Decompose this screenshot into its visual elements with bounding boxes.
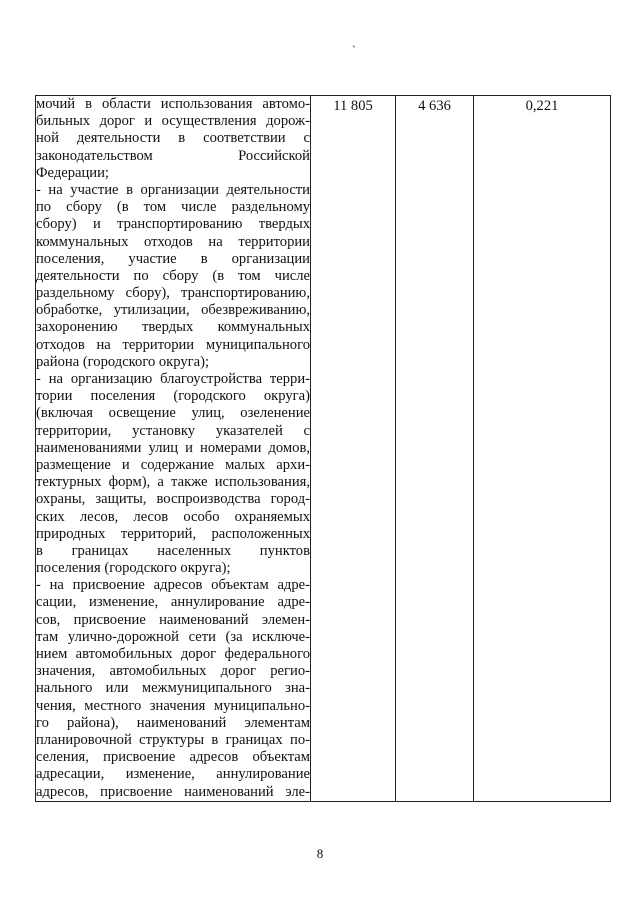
text-line: размещение и содержание малых архи- — [36, 456, 310, 473]
page-number: 8 — [316, 846, 324, 861]
text-line: по сбору (в том числе раздельному — [36, 199, 310, 216]
text-line: наименованиями улиц и номерами домов, — [36, 439, 310, 456]
text-line: сации, изменение, аннулирование адре- — [36, 594, 310, 611]
text-line: мочий в области использования автомо- — [36, 96, 310, 112]
text-line: - на присвоение адресов объектам адре- — [36, 577, 310, 594]
text-line: коммунальных отходов на территории — [36, 233, 310, 250]
text-line: - на организацию благоустройства терри- — [36, 371, 310, 387]
text-line: раздельному сбору), транспортированию, — [36, 285, 310, 302]
text-line: в границах населенных пунктов — [36, 542, 310, 559]
text-line: бильных дорог и осуществления дорож- — [36, 113, 310, 130]
text-line: нием автомобильных дорог федерального — [36, 646, 310, 662]
text-line: го района), наименований элементам — [36, 714, 310, 731]
text-line: района (городского округа); — [36, 353, 210, 370]
table-row — [36, 96, 611, 802]
text-line: Федерации; — [36, 164, 109, 181]
text-line: там улично-дорожной сети (за исключе- — [36, 628, 310, 645]
text-line: значения, автомобильных дорог регио- — [36, 663, 310, 680]
text-line: поселения (городского округа); — [36, 560, 231, 577]
value-3: 0,221 — [525, 98, 559, 114]
description-text — [36, 96, 310, 801]
text-line: деятельности по сбору (в том числе — [36, 267, 310, 284]
text-line: природных территорий, расположенных — [36, 525, 310, 542]
text-line: (включая освещение улиц, озеленение — [36, 405, 310, 422]
text-line: тектурных форм), а также использования, — [36, 474, 310, 491]
value-cell-3 — [474, 96, 611, 802]
value-cell-2 — [396, 96, 474, 802]
text-line: сбору) и транспортированию твердых — [36, 216, 310, 233]
data-table — [35, 95, 611, 802]
text-line: сов, присвоение наименований элемен- — [36, 611, 310, 628]
text-line: адресов, присвоение наименований эле- — [36, 783, 310, 800]
text-line: территории, установку указателей с — [36, 422, 310, 439]
text-line: охраны, защиты, воспроизводства город- — [36, 491, 310, 508]
value-1: 11 805 — [333, 98, 373, 114]
text-line: ских лесов, лесов особо охраняемых — [36, 508, 310, 525]
top-tick-mark: ` — [352, 43, 356, 57]
text-line: поселения, участие в организации — [36, 250, 310, 267]
text-line: нального или межмуниципального зна- — [36, 680, 310, 697]
text-line: обработке, утилизации, обезвреживанию, — [36, 302, 310, 319]
text-line: тории поселения (городского округа) — [36, 388, 310, 405]
value-cell-1 — [311, 96, 396, 802]
text-line: чения, местного значения муниципально- — [36, 697, 310, 714]
text-line: законодательством Российской — [36, 147, 310, 164]
text-line: отходов на территории муниципального — [36, 336, 310, 353]
text-line: селения, присвоение адресов объектам — [36, 749, 310, 766]
text-line: адресации, изменение, аннулирование — [36, 766, 310, 783]
text-line: - на участие в организации деятельности — [36, 181, 310, 198]
text-line: ной деятельности в соответствии с — [36, 130, 310, 147]
text-line: захоронению твердых коммунальных — [36, 319, 310, 336]
value-2: 4 636 — [418, 98, 451, 114]
text-line: планировочной структуры в границах по- — [36, 731, 310, 748]
description-cell — [36, 96, 311, 802]
